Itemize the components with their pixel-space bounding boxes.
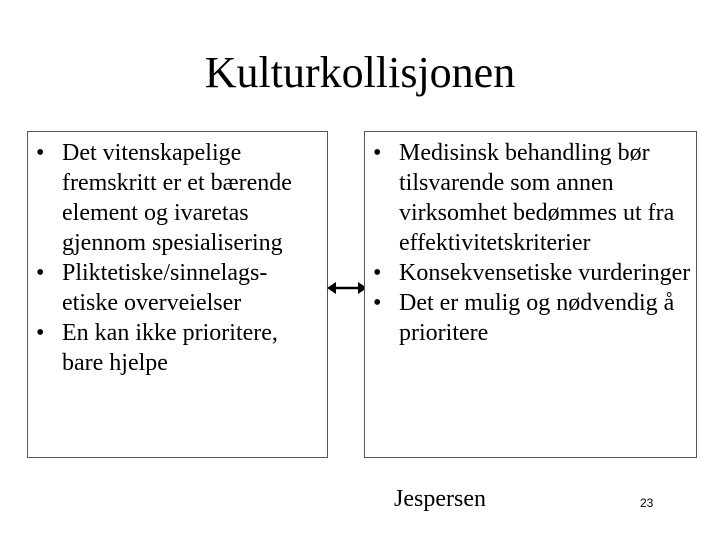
left-bullet-list [28,138,318,378]
list-item [365,138,695,258]
footer-author: Jespersen [394,486,486,512]
bullet-text: Pliktetiske/sinnelags-etiske overveielser [62,260,268,316]
bullet-glyph: • [373,260,382,286]
bullet-text: Det vitenskapelige fremskritt er et bærende element og ivaretas gjennom spesialisering [62,140,292,256]
list-item [28,318,318,378]
list-item [365,288,695,348]
bullet-glyph: • [36,320,45,346]
bullet-text: Medisinsk behandling bør tilsvarende som annen virksomhet bedømmes ut fra effektivitetskriterier [399,140,675,256]
right-bullet-list [365,138,695,348]
bullet-glyph: • [373,140,382,166]
bullet-glyph: • [36,260,45,286]
bullet-text: Det er mulig og nødvendig å prioritere [399,290,675,346]
list-item [28,258,318,318]
bullet-text: En kan ikke prioritere, bare hjelpe [62,320,278,376]
list-item [365,258,695,288]
right-text-box [364,131,697,458]
bullet-text: Konsekvensetiske vurderinger [399,260,691,286]
bullet-glyph: • [373,290,382,316]
slide-number: 23 [640,496,654,510]
list-item [28,138,318,258]
bullet-glyph: • [36,140,45,166]
slide-title: Kulturkollisjonen [204,48,516,97]
left-text-box [27,131,328,458]
double-arrow-icon [327,279,367,297]
